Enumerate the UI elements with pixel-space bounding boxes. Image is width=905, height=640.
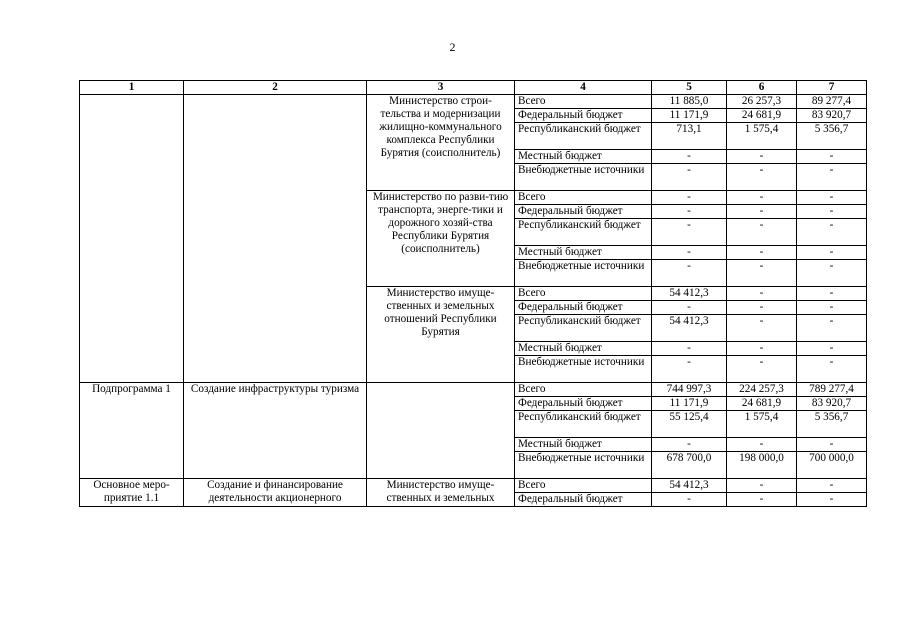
source-cell: Местный бюджет — [515, 438, 652, 452]
value-col-5: - — [652, 219, 727, 246]
responsible-cell: Министерство имуще-ственных и земельных отношений Республики Бурятия — [367, 287, 515, 383]
table-body — [80, 95, 867, 507]
value-col-5: 11 171,9 — [652, 109, 727, 123]
header-col-4: 4 — [515, 81, 652, 95]
source-cell: Республиканский бюджет — [515, 411, 652, 438]
value-col-5: 54 412,3 — [652, 287, 727, 301]
source-cell: Местный бюджет — [515, 246, 652, 260]
responsible-cell: Министерство по разви-тию транспорта, энерге-тики и дорожного хозяй-ства Республики Бурятия (соисполнитель) — [367, 191, 515, 287]
source-cell: Всего — [515, 95, 652, 109]
source-cell: Внебюджетные источники — [515, 164, 652, 191]
value-col-7: - — [797, 219, 867, 246]
value-col-5: 54 412,3 — [652, 315, 727, 342]
program-cell: Основное меро-приятие 1.1 — [80, 479, 184, 507]
value-col-7: 83 920,7 — [797, 397, 867, 411]
source-cell: Внебюджетные источники — [515, 452, 652, 479]
source-cell: Федеральный бюджет — [515, 301, 652, 315]
value-col-7: - — [797, 301, 867, 315]
program-name-cell: Создание и финансирование деятельности акционерного — [184, 479, 367, 507]
value-col-7: - — [797, 205, 867, 219]
source-cell: Внебюджетные источники — [515, 260, 652, 287]
header-col-7: 7 — [797, 81, 867, 95]
value-col-5: 678 700,0 — [652, 452, 727, 479]
source-cell: Всего — [515, 191, 652, 205]
value-col-6: - — [727, 246, 797, 260]
value-col-6: - — [727, 164, 797, 191]
value-col-6: - — [727, 301, 797, 315]
value-col-7: - — [797, 479, 867, 493]
value-col-7: - — [797, 150, 867, 164]
value-col-7: 700 000,0 — [797, 452, 867, 479]
value-col-7: - — [797, 246, 867, 260]
value-col-6: - — [727, 260, 797, 287]
value-col-7: - — [797, 342, 867, 356]
value-col-7: - — [797, 438, 867, 452]
value-col-7: 5 356,7 — [797, 411, 867, 438]
table-row — [80, 383, 867, 397]
value-col-6: - — [727, 479, 797, 493]
value-col-5: - — [652, 301, 727, 315]
value-col-6: 1 575,4 — [727, 123, 797, 150]
value-col-7: - — [797, 191, 867, 205]
header-col-2: 2 — [184, 81, 367, 95]
source-cell: Федеральный бюджет — [515, 397, 652, 411]
value-col-5: - — [652, 191, 727, 205]
value-col-5: - — [652, 438, 727, 452]
value-col-5: 713,1 — [652, 123, 727, 150]
program-cell: Подпрограмма 1 — [80, 383, 184, 479]
source-cell: Местный бюджет — [515, 150, 652, 164]
value-col-6: - — [727, 150, 797, 164]
responsible-cell — [367, 383, 515, 479]
value-col-6: - — [727, 493, 797, 507]
value-col-7: 5 356,7 — [797, 123, 867, 150]
value-col-6: 1 575,4 — [727, 411, 797, 438]
header-col-5: 5 — [652, 81, 727, 95]
value-col-6: - — [727, 342, 797, 356]
value-col-5: - — [652, 150, 727, 164]
value-col-5: 744 997,3 — [652, 383, 727, 397]
value-col-6: 26 257,3 — [727, 95, 797, 109]
value-col-5: - — [652, 164, 727, 191]
source-cell: Всего — [515, 383, 652, 397]
value-col-7: - — [797, 287, 867, 301]
source-cell: Федеральный бюджет — [515, 109, 652, 123]
value-col-5: - — [652, 356, 727, 383]
value-col-5: - — [652, 493, 727, 507]
value-col-5: - — [652, 342, 727, 356]
value-col-6: - — [727, 438, 797, 452]
page-number: 2 — [449, 40, 456, 54]
source-cell: Республиканский бюджет — [515, 219, 652, 246]
value-col-7: - — [797, 164, 867, 191]
program-cell — [80, 95, 184, 383]
value-col-5: 55 125,4 — [652, 411, 727, 438]
source-cell: Федеральный бюджет — [515, 493, 652, 507]
responsible-cell: Министерство имуще-ственных и земельных — [367, 479, 515, 507]
header-col-3: 3 — [367, 81, 515, 95]
value-col-5: 11 885,0 — [652, 95, 727, 109]
value-col-7: - — [797, 493, 867, 507]
value-col-7: - — [797, 356, 867, 383]
header-row — [80, 81, 867, 95]
value-col-6: - — [727, 219, 797, 246]
source-cell: Всего — [515, 287, 652, 301]
source-cell: Внебюджетные источники — [515, 356, 652, 383]
value-col-6: - — [727, 191, 797, 205]
value-col-5: 54 412,3 — [652, 479, 727, 493]
source-cell: Всего — [515, 479, 652, 493]
source-cell: Федеральный бюджет — [515, 205, 652, 219]
value-col-5: 11 171,9 — [652, 397, 727, 411]
value-col-7: 789 277,4 — [797, 383, 867, 397]
value-col-5: - — [652, 260, 727, 287]
header-col-6: 6 — [727, 81, 797, 95]
source-cell: Местный бюджет — [515, 342, 652, 356]
value-col-5: - — [652, 205, 727, 219]
value-col-6: - — [727, 205, 797, 219]
table-row — [80, 479, 867, 493]
table-row — [80, 95, 867, 109]
value-col-7: - — [797, 260, 867, 287]
budget-table — [79, 80, 867, 507]
program-name-cell — [184, 95, 367, 383]
value-col-6: - — [727, 287, 797, 301]
value-col-6: 224 257,3 — [727, 383, 797, 397]
value-col-6: 24 681,9 — [727, 109, 797, 123]
value-col-7: 89 277,4 — [797, 95, 867, 109]
value-col-6: - — [727, 356, 797, 383]
value-col-7: 83 920,7 — [797, 109, 867, 123]
value-col-6: - — [727, 315, 797, 342]
responsible-cell: Министерство строи-тельства и модернизации жилищно-коммунального комплекса Республики Бурятия (соисполнитель) — [367, 95, 515, 191]
value-col-5: - — [652, 246, 727, 260]
value-col-6: 198 000,0 — [727, 452, 797, 479]
source-cell: Республиканский бюджет — [515, 315, 652, 342]
source-cell: Республиканский бюджет — [515, 123, 652, 150]
header-col-1: 1 — [80, 81, 184, 95]
value-col-6: 24 681,9 — [727, 397, 797, 411]
program-name-cell: Создание инфраструктуры туризма — [184, 383, 367, 479]
value-col-7: - — [797, 315, 867, 342]
